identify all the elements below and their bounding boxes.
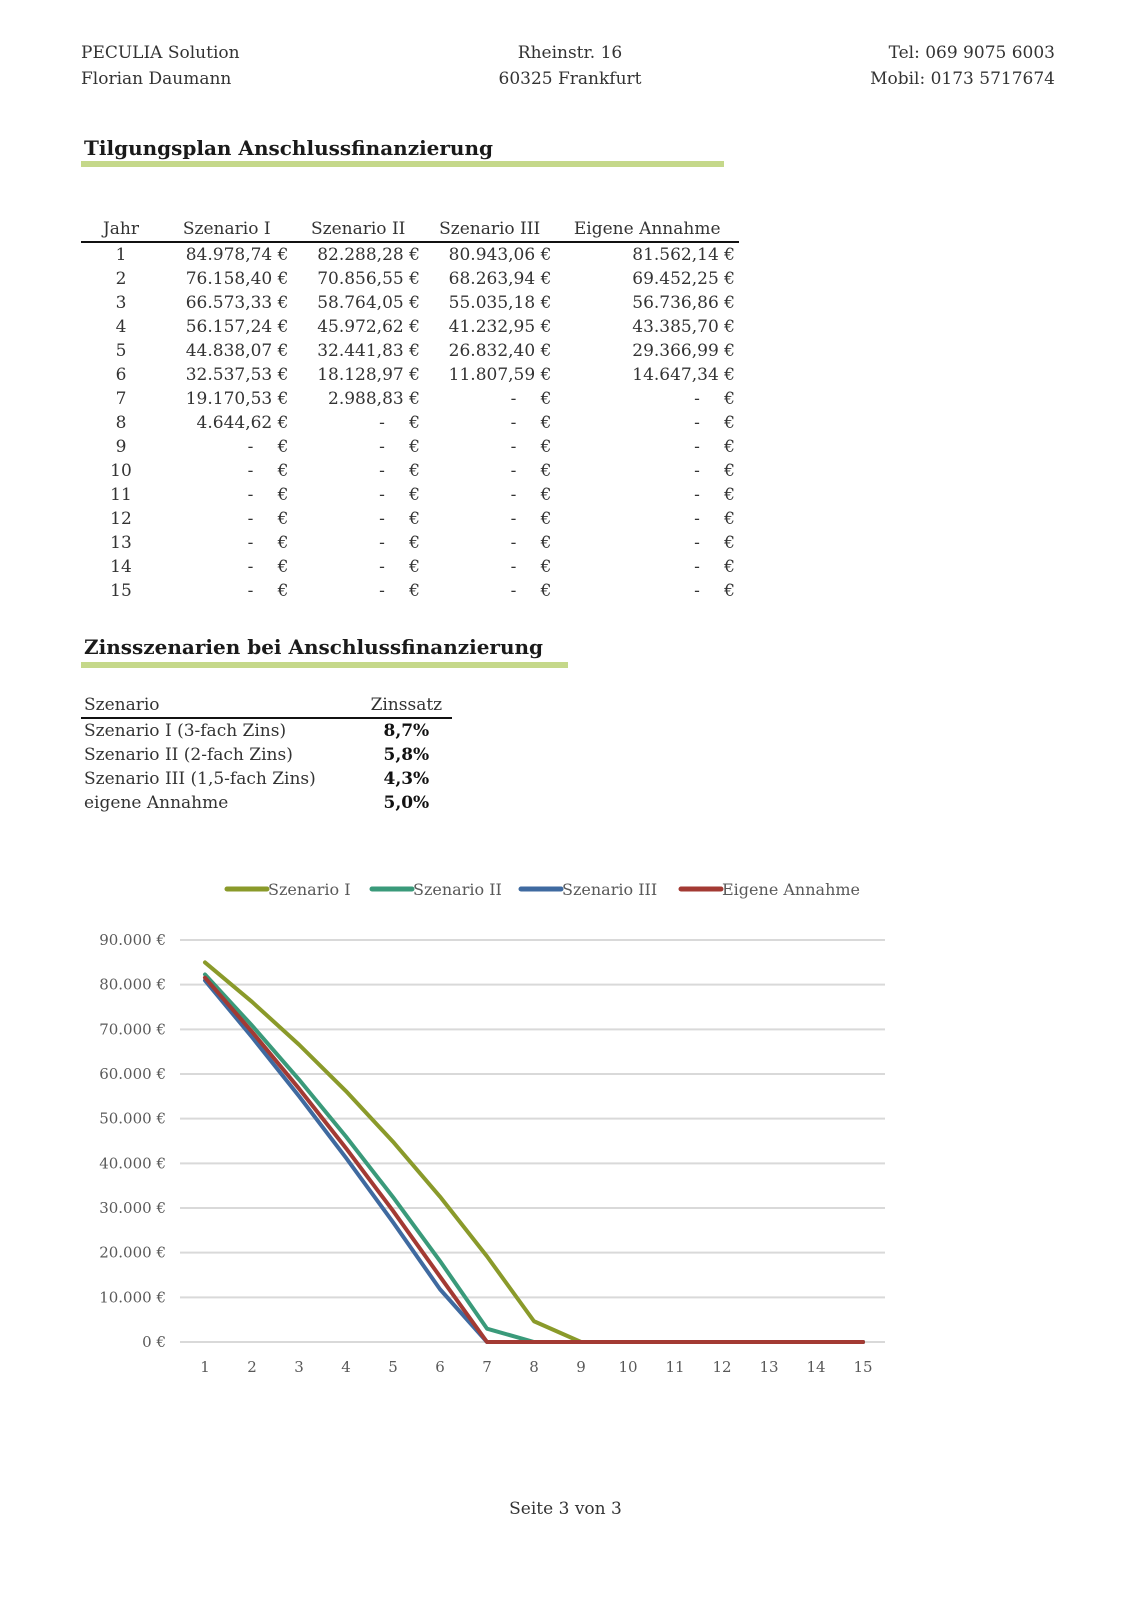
zero-dash: - xyxy=(694,389,700,409)
tilgungsplan-title-underline xyxy=(81,161,724,167)
zero-dash: - xyxy=(510,461,517,481)
scenario-name-cell: eigene Annahme xyxy=(84,793,229,813)
amount-cell: 32.537,53 € xyxy=(185,365,289,385)
person-name: Florian Daumann xyxy=(81,69,232,89)
currency-symbol: € xyxy=(409,413,420,433)
currency-symbol: € xyxy=(724,581,735,601)
table-row xyxy=(81,267,739,291)
zero-dash: - xyxy=(694,413,700,433)
zinsszenarien-title: Zinsszenarien bei Anschlussfinanzierung xyxy=(84,635,544,659)
year-cell: 7 xyxy=(115,389,127,409)
zero-dash: - xyxy=(510,437,517,457)
column-header-zinssatz: Zinssatz xyxy=(361,693,452,718)
year-cell: 3 xyxy=(115,293,127,313)
currency-symbol: € xyxy=(540,413,552,433)
zero-dash: - xyxy=(510,533,517,553)
zero-dash: - xyxy=(510,557,517,577)
amount-cell: 55.035,18 € xyxy=(448,293,552,313)
amount-cell xyxy=(292,507,423,531)
year-cell: 10 xyxy=(110,461,132,481)
amount-cell: 44.838,07 € xyxy=(185,341,289,361)
series-line-szenario-i xyxy=(205,962,863,1342)
zero-dash: - xyxy=(694,509,700,529)
amount-cell xyxy=(555,579,739,603)
x-tick-label: 11 xyxy=(665,1358,685,1376)
x-tick-label: 10 xyxy=(618,1358,638,1376)
amount-cell xyxy=(161,435,292,459)
zero-dash: - xyxy=(379,557,385,577)
column-header-szenario-3: Szenario III xyxy=(424,218,555,242)
amount-cell: 68.263,94 € xyxy=(448,269,552,289)
amount-cell xyxy=(161,531,292,555)
currency-symbol: € xyxy=(409,581,420,601)
zero-dash: - xyxy=(510,581,517,601)
series-line-szenario-iii xyxy=(205,980,863,1342)
year-cell: 13 xyxy=(110,533,132,553)
currency-symbol: € xyxy=(409,509,420,529)
amount-cell xyxy=(292,459,423,483)
currency-symbol: € xyxy=(724,461,735,481)
legend-label: Szenario III xyxy=(562,880,658,899)
zero-dash: - xyxy=(379,509,385,529)
currency-symbol: € xyxy=(409,437,420,457)
currency-symbol: € xyxy=(277,485,289,505)
header-left xyxy=(81,40,240,92)
page-number: Seite 3 von 3 xyxy=(509,1499,622,1519)
x-tick-label: 15 xyxy=(853,1358,873,1376)
table-row xyxy=(81,483,739,507)
currency-symbol: € xyxy=(724,557,735,577)
amount-cell xyxy=(424,435,555,459)
year-cell: 1 xyxy=(115,245,127,265)
year-cell: 5 xyxy=(115,341,127,361)
amount-cell xyxy=(424,483,555,507)
zero-dash: - xyxy=(247,461,254,481)
year-cell: 11 xyxy=(110,485,132,505)
amount-cell: 26.832,40 € xyxy=(448,341,552,361)
currency-symbol: € xyxy=(540,581,552,601)
table-row xyxy=(81,435,739,459)
zero-dash: - xyxy=(247,437,254,457)
amount-cell: 14.647,34 € xyxy=(632,365,735,385)
x-tick-label: 1 xyxy=(200,1358,210,1376)
currency-symbol: € xyxy=(724,509,735,529)
year-cell: 6 xyxy=(115,365,127,385)
table-row xyxy=(81,387,739,411)
y-tick-label: 80.000 € xyxy=(99,975,166,994)
currency-symbol: € xyxy=(540,557,552,577)
year-cell: 4 xyxy=(115,317,127,337)
year-cell: 14 xyxy=(110,557,132,577)
amount-cell: 4.644,62 € xyxy=(196,413,289,433)
zero-dash: - xyxy=(379,413,385,433)
y-tick-label: 20.000 € xyxy=(99,1243,166,1262)
tilgungsplan-table xyxy=(81,218,739,603)
zero-dash: - xyxy=(694,557,700,577)
year-cell: 12 xyxy=(110,509,132,529)
amount-cell: 69.452,25 € xyxy=(632,269,735,289)
y-tick-label: 30.000 € xyxy=(99,1199,166,1217)
currency-symbol: € xyxy=(540,389,552,409)
currency-symbol: € xyxy=(540,485,552,505)
x-tick-label: 13 xyxy=(759,1358,779,1376)
amount-cell xyxy=(424,531,555,555)
zinsszenarien-table xyxy=(81,693,452,815)
amount-cell xyxy=(424,387,555,411)
legend-label: Eigene Annahme xyxy=(722,880,861,899)
zinsszenarien-title-underline xyxy=(81,662,568,668)
zero-dash: - xyxy=(694,533,700,553)
x-tick-label: 7 xyxy=(482,1358,492,1376)
table-row xyxy=(81,531,739,555)
amount-cell xyxy=(292,411,423,435)
phone-number: Tel: 069 9075 6003 xyxy=(888,43,1055,63)
amount-cell: 43.385,70 € xyxy=(632,317,735,337)
street-address: Rheinstr. 16 xyxy=(517,43,623,63)
scenario-name-cell: Szenario III (1,5-fach Zins) xyxy=(84,769,316,789)
x-tick-label: 2 xyxy=(247,1358,257,1376)
zero-dash: - xyxy=(694,581,700,601)
amount-cell xyxy=(555,555,739,579)
series-line-eigene-annahme xyxy=(205,978,863,1342)
amount-cell xyxy=(292,555,423,579)
y-tick-label: 0 € xyxy=(142,1333,166,1351)
table-row xyxy=(81,743,452,767)
currency-symbol: € xyxy=(409,557,420,577)
year-cell: 9 xyxy=(115,437,127,457)
zero-dash: - xyxy=(510,413,517,433)
interest-rate-cell: 4,3% xyxy=(383,769,430,789)
table-row xyxy=(81,363,739,387)
amount-cell: 56.157,24 € xyxy=(185,317,289,337)
amount-cell xyxy=(161,459,292,483)
x-tick-label: 4 xyxy=(341,1358,351,1376)
zero-dash: - xyxy=(379,485,385,505)
currency-symbol: € xyxy=(277,509,289,529)
table-header-row xyxy=(81,218,739,242)
amount-cell xyxy=(161,579,292,603)
amount-cell xyxy=(161,555,292,579)
zero-dash: - xyxy=(247,509,254,529)
table-row xyxy=(81,291,739,315)
interest-rate-cell: 8,7% xyxy=(383,721,430,741)
currency-symbol: € xyxy=(724,437,735,457)
x-tick-label: 6 xyxy=(435,1358,445,1376)
amount-cell: 11.807,59 € xyxy=(448,365,552,385)
amount-cell xyxy=(292,435,423,459)
tilgung-line-chart xyxy=(80,870,900,1390)
amount-cell xyxy=(292,531,423,555)
city-address: 60325 Frankfurt xyxy=(498,69,642,89)
amount-cell: 41.232,95 € xyxy=(448,317,552,337)
currency-symbol: € xyxy=(277,557,289,577)
table-row xyxy=(81,507,739,531)
amount-cell: 80.943,06 € xyxy=(448,245,552,265)
tilgungsplan-title: Tilgungsplan Anschlussfinanzierung xyxy=(84,136,493,160)
zero-dash: - xyxy=(510,389,517,409)
table-row xyxy=(81,339,739,363)
legend-label: Szenario I xyxy=(268,880,351,899)
column-header-eigene-annahme: Eigene Annahme xyxy=(555,218,739,242)
amount-cell xyxy=(292,483,423,507)
amount-cell xyxy=(161,483,292,507)
y-tick-label: 50.000 € xyxy=(99,1109,166,1128)
amount-cell: 66.573,33 € xyxy=(185,293,289,313)
company-name: PECULIA Solution xyxy=(81,43,240,63)
x-tick-label: 12 xyxy=(712,1358,732,1376)
table-header-row xyxy=(81,693,452,718)
currency-symbol: € xyxy=(540,437,552,457)
amount-cell: 32.441,83 € xyxy=(317,341,420,361)
amount-cell: 58.764,05 € xyxy=(317,293,420,313)
amount-cell: 84.978,74 € xyxy=(185,245,289,265)
mobile-number: Mobil: 0173 5717674 xyxy=(870,69,1055,89)
table-row xyxy=(81,579,739,603)
x-tick-label: 8 xyxy=(529,1358,539,1376)
amount-cell: 29.366,99 € xyxy=(632,341,735,361)
currency-symbol: € xyxy=(277,533,289,553)
zero-dash: - xyxy=(694,437,700,457)
column-header-szenario: Szenario xyxy=(81,693,361,718)
amount-cell xyxy=(555,507,739,531)
interest-rate-cell: 5,0% xyxy=(383,793,430,813)
amount-cell xyxy=(555,531,739,555)
currency-symbol: € xyxy=(409,485,420,505)
y-tick-label: 60.000 € xyxy=(99,1065,166,1083)
x-tick-label: 9 xyxy=(576,1358,586,1376)
amount-cell xyxy=(555,411,739,435)
column-header-szenario-1: Szenario I xyxy=(161,218,292,242)
table-row xyxy=(81,411,739,435)
zero-dash: - xyxy=(247,581,254,601)
amount-cell xyxy=(424,555,555,579)
table-row xyxy=(81,315,739,339)
interest-rate-cell: 5,8% xyxy=(383,745,430,765)
zero-dash: - xyxy=(379,461,385,481)
amount-cell: 70.856,55 € xyxy=(317,269,420,289)
zero-dash: - xyxy=(379,437,385,457)
zero-dash: - xyxy=(379,533,385,553)
year-cell: 8 xyxy=(115,413,127,433)
zero-dash: - xyxy=(247,485,254,505)
table-row xyxy=(81,242,739,267)
amount-cell xyxy=(424,411,555,435)
x-tick-label: 5 xyxy=(388,1358,398,1376)
zero-dash: - xyxy=(379,581,385,601)
table-row xyxy=(81,555,739,579)
zero-dash: - xyxy=(247,533,254,553)
amount-cell: 82.288,28 € xyxy=(317,245,420,265)
scenario-name-cell: Szenario II (2-fach Zins) xyxy=(84,745,293,765)
currency-symbol: € xyxy=(724,485,735,505)
currency-symbol: € xyxy=(277,461,289,481)
y-tick-label: 40.000 € xyxy=(99,1154,166,1173)
legend-label: Szenario II xyxy=(413,880,502,899)
zero-dash: - xyxy=(510,485,517,505)
table-row xyxy=(81,459,739,483)
amount-cell: 56.736,86 € xyxy=(632,293,735,313)
table-row xyxy=(81,718,452,743)
y-tick-label: 70.000 € xyxy=(99,1020,166,1039)
currency-symbol: € xyxy=(724,389,735,409)
amount-cell xyxy=(555,459,739,483)
column-header-szenario-2: Szenario II xyxy=(292,218,423,242)
amount-cell xyxy=(161,507,292,531)
currency-symbol: € xyxy=(724,413,735,433)
amount-cell: 81.562,14 € xyxy=(632,245,735,265)
currency-symbol: € xyxy=(409,533,420,553)
table-row xyxy=(81,767,452,791)
table-row xyxy=(81,791,452,815)
amount-cell xyxy=(424,507,555,531)
amount-cell xyxy=(424,579,555,603)
amount-cell: 45.972,62 € xyxy=(317,317,420,337)
amount-cell xyxy=(555,387,739,411)
currency-symbol: € xyxy=(277,581,289,601)
zero-dash: - xyxy=(694,485,700,505)
year-cell: 2 xyxy=(115,269,127,289)
currency-symbol: € xyxy=(724,533,735,553)
column-header-jahr: Jahr xyxy=(81,218,161,242)
currency-symbol: € xyxy=(540,533,552,553)
currency-symbol: € xyxy=(409,461,420,481)
year-cell: 15 xyxy=(110,581,132,601)
header-center xyxy=(440,40,700,92)
amount-cell xyxy=(292,579,423,603)
currency-symbol: € xyxy=(277,437,289,457)
zero-dash: - xyxy=(510,509,517,529)
amount-cell: 18.128,97 € xyxy=(317,365,420,385)
amount-cell xyxy=(555,483,739,507)
amount-cell: 2.988,83 € xyxy=(328,389,420,409)
amount-cell xyxy=(555,435,739,459)
amount-cell: 19.170,53 € xyxy=(185,389,289,409)
x-tick-label: 14 xyxy=(806,1358,826,1376)
zero-dash: - xyxy=(247,557,254,577)
y-tick-label: 10.000 € xyxy=(99,1288,166,1307)
amount-cell xyxy=(424,459,555,483)
scenario-name-cell: Szenario I (3-fach Zins) xyxy=(84,721,287,741)
amount-cell: 76.158,40 € xyxy=(185,269,289,289)
header-right xyxy=(870,40,1055,92)
zero-dash: - xyxy=(694,461,700,481)
currency-symbol: € xyxy=(540,509,552,529)
x-tick-label: 3 xyxy=(294,1358,304,1376)
currency-symbol: € xyxy=(540,461,552,481)
y-tick-label: 90.000 € xyxy=(99,931,166,949)
